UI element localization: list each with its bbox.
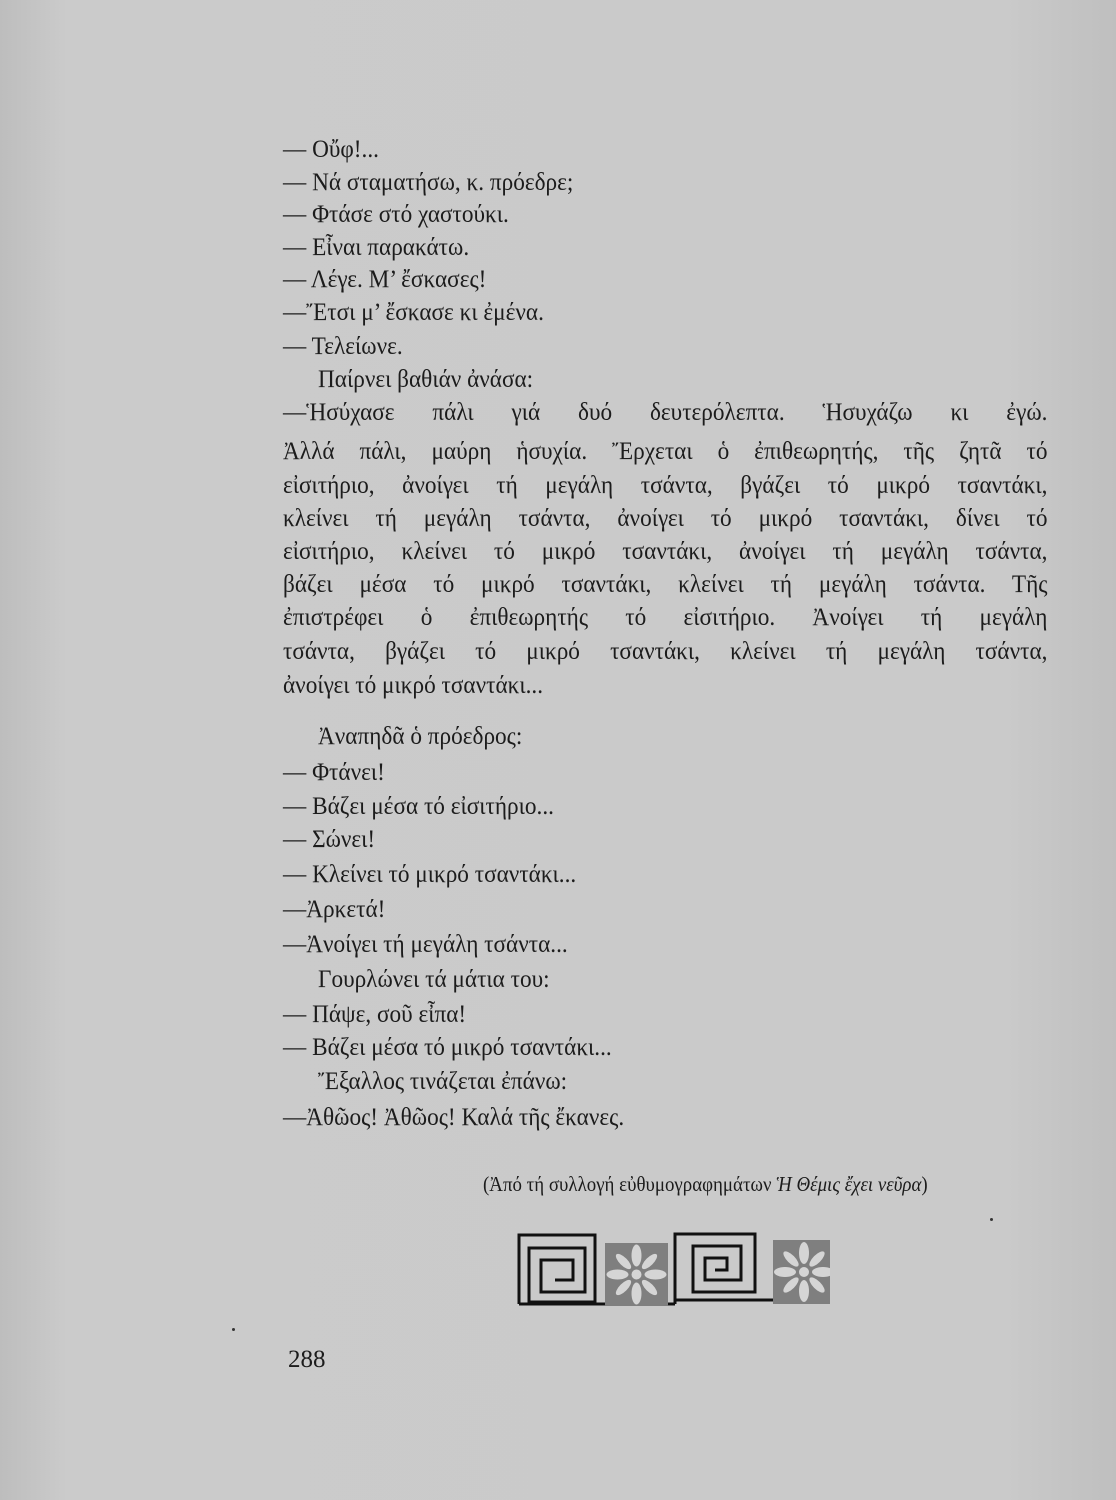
text-line: — Φτάσε στό χαστούκι.: [283, 201, 509, 228]
text-line: — Βάζει μέσα τό μικρό τσαντάκι...: [283, 1034, 612, 1061]
text-line: Ἀναπηδᾶ ὁ πρόεδρος:: [318, 723, 523, 750]
text-line: — Λέγε. Μ’ ἔσκασες!: [283, 266, 487, 293]
text-line: —Ἡσύχασε πάλι γιά δυό δευτερόλεπτα. Ἡσυχάζω κι ἐγώ.: [283, 399, 1048, 426]
text-line: ἀνοίγει τό μικρό τσαντάκι...: [283, 672, 544, 699]
citation-suffix: ): [921, 1172, 928, 1196]
text-line: Ἔξαλλος τινάζεται ἐπάνω:: [318, 1068, 568, 1095]
text-line: — Κλείνει τό μικρό τσαντάκι...: [283, 861, 577, 888]
text-line: — Πάψε, σοῦ εἶπα!: [283, 1001, 467, 1028]
text-line: — Οὔφ!...: [283, 136, 379, 163]
text-line: εἰσιτήριο, κλείνει τό μικρό τσαντάκι, ἀνοίγει τή μεγάλη τσάντα,: [283, 538, 1048, 565]
text-line: ἐπιστρέφει ὁ ἐπιθεωρητής τό εἰσιτήριο. Ἀνοίγει τή μεγάλη: [283, 604, 1048, 631]
citation-title: Ἡ Θέμις ἔχει νεῦρα: [776, 1172, 922, 1196]
text-line: — Βάζει μέσα τό εἰσιτήριο...: [283, 793, 554, 820]
text-line: — Εἶναι παρακάτω.: [283, 234, 470, 261]
text-line: —Ἀθῶος! Ἀθῶος! Καλά τῆς ἔκανες.: [283, 1104, 625, 1131]
citation: [483, 1172, 928, 1197]
text-line: — Τελείωνε.: [283, 333, 403, 360]
text-line: τσάντα, βγάζει τό μικρό τσαντάκι, κλείνει τή μεγάλη τσάντα,: [283, 638, 1048, 665]
speck: [990, 1218, 993, 1221]
greek-key-ornament: [515, 1230, 830, 1310]
text-line: —Ἀρκετά!: [283, 896, 386, 923]
text-line: εἰσιτήριο, ἀνοίγει τή μεγάλη τσάντα, βγάζει τό μικρό τσαντάκι,: [283, 472, 1048, 499]
text-line: —Ἀνοίγει τή μεγάλη τσάντα...: [283, 931, 568, 958]
text-line: Ἀλλά πάλι, μαύρη ἡσυχία. Ἔρχεται ὁ ἐπιθεωρητής, τῆς ζητᾶ τό: [283, 438, 1048, 465]
text-line: κλείνει τή μεγάλη τσάντα, ἀνοίγει τό μικρό τσαντάκι, δίνει τό: [283, 505, 1048, 532]
text-line: Γουρλώνει τά μάτια του:: [318, 966, 550, 993]
text-line: βάζει μέσα τό μικρό τσαντάκι, κλείνει τή μεγάλη τσάντα. Τῆς: [283, 571, 1048, 598]
text-line: — Νά σταματήσω, κ. πρόεδρε;: [283, 169, 574, 196]
page-number: 288: [288, 1346, 326, 1373]
text-line: —Ἔτσι μ’ ἔσκασε κι ἐμένα.: [283, 299, 544, 326]
text-line: — Φτάνει!: [283, 759, 385, 786]
rosette-icon: [773, 1240, 830, 1304]
citation-prefix: (Ἀπό τή συλλογή εὐθυμογραφημάτων: [483, 1172, 777, 1196]
rosette-icon: [605, 1243, 668, 1306]
text-line: Παίρνει βαθιάν ἀνάσα:: [318, 366, 534, 393]
speck: [232, 1328, 235, 1331]
text-line: — Σώνει!: [283, 826, 376, 853]
